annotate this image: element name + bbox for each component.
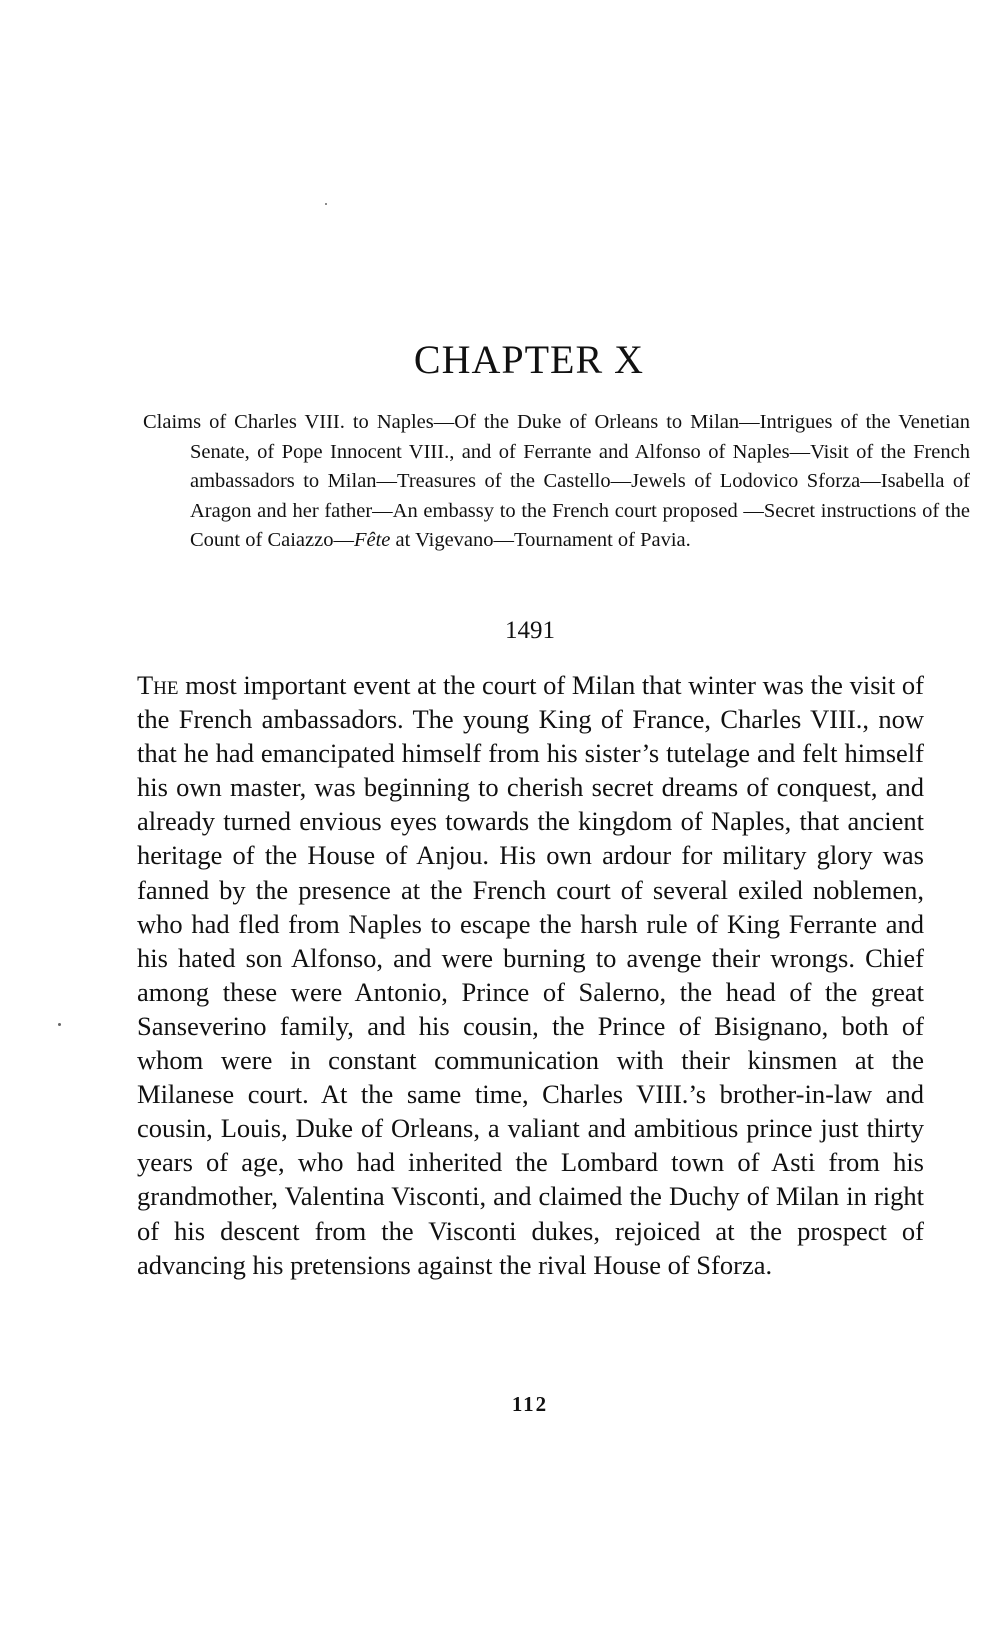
summary-text-end: at Vigevano—Tournament of Pavia.	[390, 529, 691, 552]
summary-text-start: Claims of Charles VIII. to Naples—Of the Duke of Orleans to Milan—Intrigues of the Venetian Senate, of Pope Innocent VIII., and of Ferrante and Alfonso of Naples—Visit of the French ambassadors to Milan—Treasures of the Castello—Jewels of Lodovico Sforza—Isabella of Aragon and her father—An embassy to the French court proposed —Secret instructions of the Count of Caiazzo—	[143, 411, 970, 552]
summary-fete-word: Fête	[353, 529, 391, 552]
page-number: 112	[511, 1392, 549, 1416]
body-paragraph	[137, 668, 924, 1282]
chapter-title: CHAPTER X	[413, 337, 645, 382]
paragraph-lead-word: The	[137, 670, 179, 700]
scan-speck	[325, 203, 327, 205]
chapter-summary	[143, 408, 970, 556]
paragraph-text: most important event at the court of Milan that winter was the visit of the French ambassadors. The young King of France, Charles VIII., now that he had emancipated himself from his sister’s tutelage and felt himself his own master, was beginning to cherish secret dreams of conquest, and already turned envious eyes towards the kingdom of Naples, that ancient heritage of the House of Anjou. His own ardour for military glory was fanned by the presence at the French court of several exiled noblemen, who had fled from Naples to escape the harsh rule of King Ferrante and his hated son Alfonso, and were burning to avenge their wrongs. Chief among these were Antonio, Prince of Salerno, the head of the great Sanseverino family, and his cousin, the Prince of Bisignano, both of whom were in constant communication with their kinsmen at the Milanese court. At the same time, Charles VIII.’s brother-in-law and cousin, Louis, Duke of Orleans, a valiant and ambitious prince just thirty years of age, who had inherited the Lombard town of Asti from his grandmother, Valentina Visconti, and claimed the Duchy of Milan in right of his descent from the Visconti dukes, rejoiced at the prospect of advancing his pretensions against the rival House of Sforza.	[137, 670, 924, 1280]
chapter-year: 1491	[505, 617, 555, 644]
scan-speck	[58, 1023, 61, 1026]
